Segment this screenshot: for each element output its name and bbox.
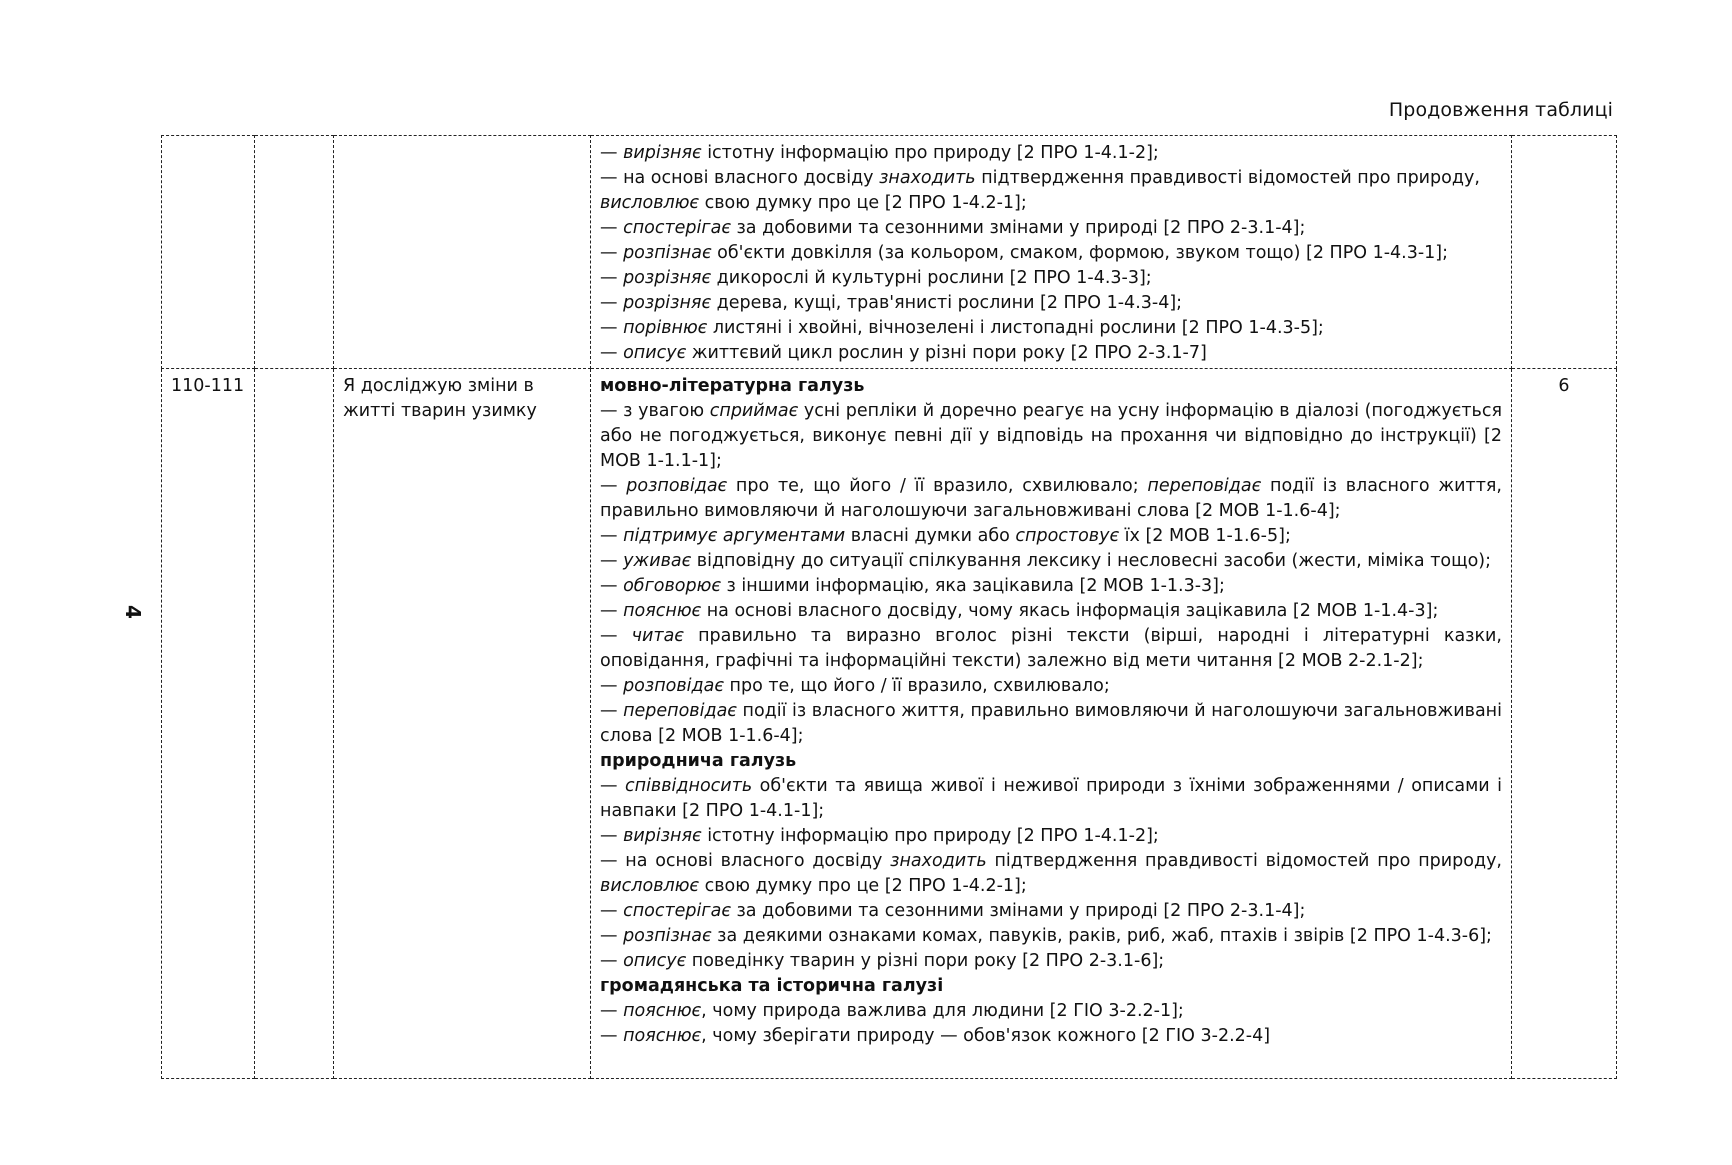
outcome-item xyxy=(600,191,1502,216)
outcome-dash: — xyxy=(600,293,624,313)
outcome-verb: порівнює xyxy=(623,318,708,338)
outcome-dash: — xyxy=(600,268,624,288)
outcome-text: усні репліки й доречно реагує на усну інформацію в діалозі (погоджується або не погоджується, виконує певні дії у відповідь на прохання чи відповідно до інструкції) [2 МОВ 1-1.1-1]; xyxy=(600,401,1502,471)
outcome-text: правильно та виразно вголос різні тексти (вірші, народні і літературні казки, оповідання, графічні та інформаційні тексти) залежно від мети читання [2 МОВ 2-2.1-2]; xyxy=(600,626,1502,671)
outcome-item xyxy=(600,266,1502,291)
outcome-verb: розповідає xyxy=(626,476,728,496)
outcome-item xyxy=(600,141,1502,166)
outcome-verb: читає xyxy=(631,626,684,646)
outcome-verb: знаходить xyxy=(879,168,976,188)
outcome-prefix: на основі власного досвіду xyxy=(623,168,880,188)
outcome-dash: — xyxy=(600,243,624,263)
outcome-text: на основі власного досвіду, чому якась інформація зацікавила [2 МОВ 1-1.4-3]; xyxy=(701,601,1439,621)
outcome-item xyxy=(600,241,1502,266)
outcome-text: за деякими ознаками комах, павуків, раків, риб, жаб, птахів і звірів [2 ПРО 1-4.3-6]; xyxy=(711,926,1492,946)
outcome-dash: — xyxy=(600,901,624,921)
outcome-text: підтвердження правдивості відомостей про природу, xyxy=(975,168,1480,188)
outcome-verb: уживає xyxy=(623,551,692,571)
outcome-verb: сприймає xyxy=(709,401,799,421)
outcome-item xyxy=(600,341,1502,366)
outcome-dash: — xyxy=(600,676,624,696)
outcome-verb: вирізняє xyxy=(623,826,702,846)
outcome-dash: — xyxy=(600,218,624,238)
outcomes-cell xyxy=(591,369,1512,1079)
lesson-number-cell: 110-111 xyxy=(162,369,255,1079)
outcome-verb: розрізняє xyxy=(623,268,712,288)
outcome-dash: — xyxy=(600,701,624,721)
outcome-verb: розповідає xyxy=(623,676,724,696)
outcome-dash: — xyxy=(600,168,624,188)
outcome-text: істотну інформацію про природу [2 ПРО 1-4.1-2]; xyxy=(701,143,1159,163)
outcome-item xyxy=(600,899,1502,924)
hours-cell xyxy=(1512,136,1617,369)
outcome-verb: розрізняє xyxy=(623,293,712,313)
outcome-dash: — xyxy=(600,626,632,646)
outcomes-cell xyxy=(591,136,1512,369)
section-header: природнича галузь xyxy=(600,751,797,771)
outcome-verb: пояснює xyxy=(623,601,702,621)
outcome-dash: — xyxy=(600,951,624,971)
topic-cell: Я досліджую зміни в житті тварин узимку xyxy=(334,369,591,1079)
table-row xyxy=(162,369,1617,1079)
outcome-verb: описує xyxy=(623,343,687,363)
outcome-dash: — xyxy=(600,526,624,546)
outcome-prefix: на основі власного досвіду xyxy=(625,851,891,871)
outcome-dash: — xyxy=(600,851,626,871)
outcome-item xyxy=(600,291,1502,316)
outcome-verb: пояснює xyxy=(623,1001,702,1021)
page-caption: Продовження таблиці xyxy=(1388,99,1613,121)
outcome-text: поведінку тварин у різні пори року [2 ПРО 2-3.1-6]; xyxy=(686,951,1165,971)
outcome-verb: вирізняє xyxy=(623,143,702,163)
outcome-verb: розпізнає xyxy=(623,926,712,946)
outcome-dash: — xyxy=(600,318,624,338)
outcome-item xyxy=(600,316,1502,341)
outcome-verb: висловлює xyxy=(600,876,700,896)
outcome-verb: переповідає xyxy=(1147,476,1262,496)
outcome-dash: — xyxy=(600,343,624,363)
outcome-item xyxy=(600,474,1502,524)
outcome-dash: — xyxy=(600,401,624,421)
outcome-verb: спостерігає xyxy=(623,218,731,238)
outcome-text: підтвердження правдивості відомостей про природу, xyxy=(986,851,1502,871)
outcome-text: листяні і хвойні, вічнозелені і листопадні рослини [2 ПРО 1-4.3-5]; xyxy=(707,318,1324,338)
outcome-text: об'єкти довкілля (за кольором, смаком, формою, звуком тощо) [2 ПРО 1-4.3-1]; xyxy=(711,243,1449,263)
outcome-dash: — xyxy=(600,1026,624,1046)
outcome-verb: висловлює xyxy=(600,193,700,213)
outcome-verb: пояснює xyxy=(623,1026,702,1046)
outcome-verb: підтримує аргументами xyxy=(623,526,846,546)
outcome-text: , чому зберігати природу — обов'язок кожного [2 ГІО 3-2.2-4] xyxy=(701,1026,1271,1046)
outcome-dash: — xyxy=(600,476,627,496)
outcome-text: події із власного життя, правильно вимовляючи й наголошуючи загальновживані слова [2 МОВ 1-1.6-4]; xyxy=(600,701,1502,746)
outcome-item xyxy=(600,624,1502,674)
outcome-text: істотну інформацію про природу [2 ПРО 1-4.1-2]; xyxy=(701,826,1159,846)
hours-cell: 6 xyxy=(1512,369,1617,1079)
outcome-item xyxy=(600,674,1502,699)
outcome-dash: — xyxy=(600,143,624,163)
outcome-item xyxy=(600,824,1502,849)
lesson-number-cell xyxy=(162,136,255,369)
outcome-dash: — xyxy=(600,551,624,571)
outcome-item xyxy=(600,524,1502,549)
outcome-text: їх [2 МОВ 1-1.6-5]; xyxy=(1119,526,1291,546)
outcome-text: дерева, кущі, трав'янисті рослини [2 ПРО 1-4.3-4]; xyxy=(711,293,1183,313)
outcome-item xyxy=(600,599,1502,624)
outcome-item xyxy=(600,699,1502,749)
outcome-item xyxy=(600,168,1480,188)
outcome-text: свою думку про це [2 ПРО 1-4.2-1]; xyxy=(699,876,1027,896)
outcome-text: об'єкти та явища живої і неживої природи з їхніми зображеннями / описами і навпаки [2 ПРО 1-4.1-1]; xyxy=(600,776,1502,821)
outcome-item xyxy=(600,774,1502,824)
outcome-dash: — xyxy=(600,776,625,796)
date-cell xyxy=(255,369,334,1079)
outcome-verb: спростовує xyxy=(1015,526,1120,546)
outcome-verb: розпізнає xyxy=(623,243,712,263)
outcome-dash: — xyxy=(600,926,624,946)
outcome-item xyxy=(600,399,1502,474)
outcome-dash: — xyxy=(600,826,624,846)
topic-cell xyxy=(334,136,591,369)
outcome-item xyxy=(600,216,1502,241)
outcome-verb: співвідносить xyxy=(625,776,753,796)
outcome-item xyxy=(600,574,1502,599)
outcome-item xyxy=(600,1024,1502,1049)
outcome-dash: — xyxy=(600,1001,624,1021)
section-header: громадянська та історична галузі xyxy=(600,976,944,996)
outcome-item xyxy=(600,549,1502,574)
outcome-text: про те, що його / її вразило, схвилювало; xyxy=(727,476,1148,496)
outcome-text: власні думки або xyxy=(845,526,1016,546)
outcome-verb: описує xyxy=(623,951,687,971)
outcome-item xyxy=(600,999,1502,1024)
outcome-verb: спостерігає xyxy=(623,901,731,921)
outcome-verb: знаходить xyxy=(890,851,987,871)
outcome-verb: переповідає xyxy=(623,701,737,721)
outcome-text: , чому природа важлива для людини [2 ГІО 3-2.2-1]; xyxy=(701,1001,1184,1021)
page-number: 4 xyxy=(120,605,145,619)
outcome-text: з іншими інформацію, яка зацікавила [2 МОВ 1-1.3-3]; xyxy=(720,576,1225,596)
outcome-dash: — xyxy=(600,576,624,596)
outcome-text: відповідну до ситуації спілкування лексику і несловесні засоби (жести, міміка тощо); xyxy=(691,551,1492,571)
table-row xyxy=(162,136,1617,369)
outcome-dash: — xyxy=(600,601,624,621)
lesson-plan-table xyxy=(161,135,1617,1079)
outcome-item xyxy=(600,849,1502,899)
outcome-item xyxy=(600,924,1502,949)
outcome-text: дикорослі й культурні рослини [2 ПРО 1-4.3-3]; xyxy=(711,268,1152,288)
outcome-text: про те, що його / її вразило, схвилювало; xyxy=(723,676,1110,696)
date-cell xyxy=(255,136,334,369)
outcome-text: за добовими та сезонними змінами у природі [2 ПРО 2-3.1-4]; xyxy=(730,218,1306,238)
section-header: мовно-літературна галузь xyxy=(600,376,865,396)
outcome-prefix: з увагою xyxy=(623,401,710,421)
outcome-text: події із власного життя, правильно вимовляючи й наголошуючи загальновживані слова [2 МОВ 1-1.6-4]; xyxy=(600,476,1502,521)
outcome-verb: обговорює xyxy=(623,576,721,596)
outcome-text: свою думку про це [2 ПРО 1-4.2-1]; xyxy=(699,193,1027,213)
outcome-text: за добовими та сезонними змінами у природі [2 ПРО 2-3.1-4]; xyxy=(730,901,1306,921)
outcome-text: життєвий цикл рослин у різні пори року [2 ПРО 2-3.1-7] xyxy=(686,343,1207,363)
outcome-item xyxy=(600,949,1502,974)
